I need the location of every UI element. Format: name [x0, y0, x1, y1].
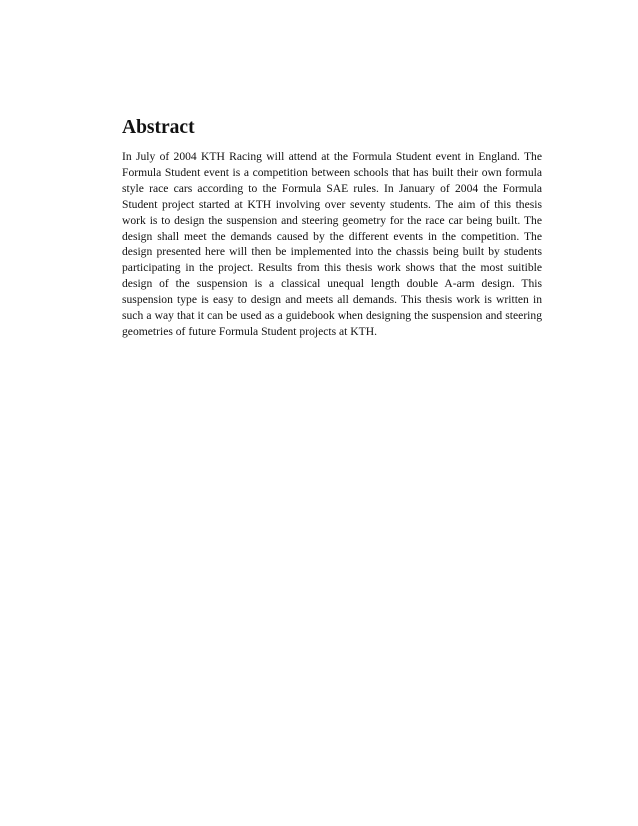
- abstract-heading: Abstract: [122, 117, 195, 138]
- abstract-paragraph: In July of 2004 KTH Racing will attend at the Formula Student event in England. The Formula Student event is a competition between schools that has built their own formula style race cars according to the Formula SAE rules. In January of 2004 the Formula Student project started at KTH involving over seventy students. The aim of this thesis work is to design the suspension and steering geometry for the race car being built. The design shall meet the demands caused by the different events in the competition. The design presented here will then be implemented into the chassis being built by students participating in the project. Results from this thesis work shows that the most suitible design of the suspension is a classical unequal length double A-arm design. This suspension type is easy to design and meets all demands. This thesis work is written in such a way that it can be used as a guidebook when designing the suspension and steering geometries of future Formula Student projects at KTH.: [122, 150, 542, 338]
- abstract-section: [122, 116, 542, 340]
